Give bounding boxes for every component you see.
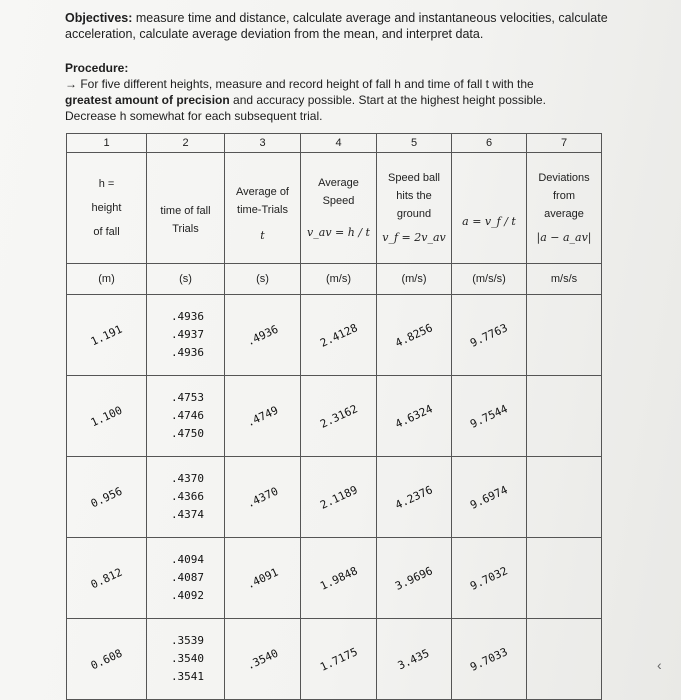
unit-avg-speed: (m/s)	[301, 264, 377, 295]
col-num-6: 6	[452, 134, 527, 153]
avg-speed-cell: 2.4128	[301, 295, 377, 376]
acceleration-cell: 9.7544	[452, 376, 527, 457]
acceleration-cell: 9.7033	[452, 619, 527, 700]
final-speed-cell: 3.9696	[377, 538, 452, 619]
objectives-label: Objectives:	[65, 11, 133, 25]
height-cell: 0.608	[67, 619, 147, 700]
column-number-row	[67, 134, 602, 153]
units-row	[67, 264, 602, 295]
avg-speed-cell: 2.1189	[301, 457, 377, 538]
final-speed-cell: 4.2376	[377, 457, 452, 538]
procedure-line-2: greatest amount of precision and accuracy possible. Start at the highest height possible.	[65, 93, 546, 107]
unit-avg-time: (s)	[225, 264, 301, 295]
procedure-line-1: → For five different heights, measure and record height of fall h and time of fall t with the	[65, 77, 534, 91]
avg-time-cell: .4749	[225, 376, 301, 457]
col-num-5: 5	[377, 134, 452, 153]
col-num-1: 1	[67, 134, 147, 153]
header-avg-speed: Average Speed v_av = h / t	[301, 153, 377, 264]
unit-acceleration: (m/s/s)	[452, 264, 527, 295]
trials-cell: .4936 .4937 .4936	[147, 295, 225, 376]
trials-cell: .3539 .3540 .3541	[147, 619, 225, 700]
arrow-icon: →	[65, 77, 77, 91]
avg-time-cell: .3540	[225, 619, 301, 700]
procedure-heading: Procedure:	[65, 61, 129, 75]
table-row	[67, 538, 602, 619]
trials-cell: .4370 .4366 .4374	[147, 457, 225, 538]
table-row	[67, 457, 602, 538]
trials-cell: .4753 .4746 .4750	[147, 376, 225, 457]
col-num-3: 3	[225, 134, 301, 153]
avg-speed-cell: 1.7175	[301, 619, 377, 700]
final-speed-cell: 4.8256	[377, 295, 452, 376]
table-row	[67, 619, 602, 700]
final-speed-cell: 4.6324	[377, 376, 452, 457]
avg-speed-cell: 2.3162	[301, 376, 377, 457]
unit-height: (m)	[67, 264, 147, 295]
acceleration-cell: 9.7032	[452, 538, 527, 619]
col-num-4: 4	[301, 134, 377, 153]
height-cell: 1.100	[67, 376, 147, 457]
avg-time-cell: .4091	[225, 538, 301, 619]
header-acceleration: a = v_f / t	[452, 153, 527, 264]
procedure-line-3: Decrease h somewhat for each subsequent trial.	[65, 109, 323, 123]
data-table	[66, 133, 602, 700]
procedure-paragraph	[65, 60, 625, 124]
objectives-paragraph	[65, 10, 625, 42]
unit-trials: (s)	[147, 264, 225, 295]
height-cell: 0.812	[67, 538, 147, 619]
header-height: h = height of fall	[67, 153, 147, 264]
objectives-text: measure time and distance, calculate average and instantaneous velocities, calculate acceleration, calculate average deviation from the mean, and interpret data.	[65, 11, 608, 41]
final-speed-cell: 3.435	[377, 619, 452, 700]
col-num-2: 2	[147, 134, 225, 153]
deviation-cell	[527, 457, 602, 538]
unit-speed-ground: (m/s)	[377, 264, 452, 295]
header-deviation: Deviations from average |a − a_av|	[527, 153, 602, 264]
trials-cell: .4094 .4087 .4092	[147, 538, 225, 619]
acceleration-cell: 9.6974	[452, 457, 527, 538]
deviation-cell	[527, 619, 602, 700]
col-num-7: 7	[527, 134, 602, 153]
deviation-cell	[527, 376, 602, 457]
acceleration-cell: 9.7763	[452, 295, 527, 376]
avg-speed-cell: 1.9848	[301, 538, 377, 619]
avg-time-cell: .4936	[225, 295, 301, 376]
chevron-left-icon[interactable]: ‹	[657, 657, 662, 673]
table-row	[67, 376, 602, 457]
header-speed-ground: Speed ball hits the ground v_f = 2v_av	[377, 153, 452, 264]
height-cell: 0.956	[67, 457, 147, 538]
deviation-cell	[527, 295, 602, 376]
deviation-cell	[527, 538, 602, 619]
header-trials: time of fall Trials	[147, 153, 225, 264]
header-row	[67, 153, 602, 264]
table-row	[67, 295, 602, 376]
avg-time-cell: .4370	[225, 457, 301, 538]
header-avg-time: Average of time-Trials t	[225, 153, 301, 264]
unit-deviation: m/s/s	[527, 264, 602, 295]
height-cell: 1.191	[67, 295, 147, 376]
